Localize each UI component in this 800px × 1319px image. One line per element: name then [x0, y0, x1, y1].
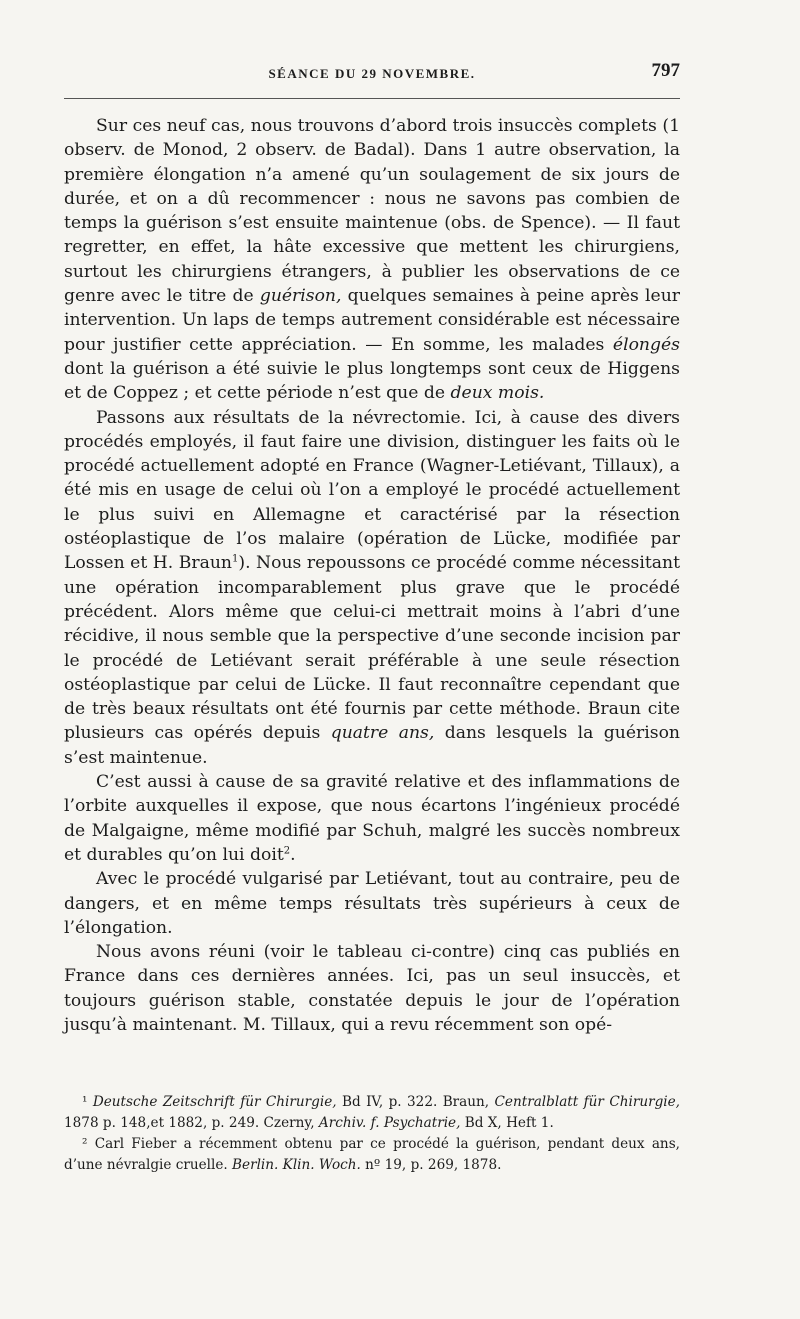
paragraph-1: Sur ces neuf cas, nous trouvons d’abord trois insuccès complets (1 observ. de Monod, 2 observ. de Badal). Dans 1 autre observation, la première élongation n’a amené qu’un soulagement de six jours de durée, et on a dû recommencer : nous ne savons pas combien de temps la guérison s’est ensuite maintenue (obs. de Spence). — Il faut regretter, en effet, la hâte excessive que mettent les chirurgiens, surtout les chirurgiens étrangers, à publier les observations de ce genre avec le titre de guérison, quelques semaines à peine après leur intervention. Un laps de temps autrement considérable est nécessaire pour justifier cette appréciation. — En somme, les malades élongés dont la guérison a été suivie le plus longtemps sont ceux de Higgens et de Coppez ; et cette période n’est que de deux mois.	[64, 116, 681, 404]
paragraph-3: C’est aussi à cause de sa gravité relative et des inflammations de l’orbite auxquelles il expose, que nous écartons l’ingénieux procédé de Malgaigne, même modifié par Schuh, malgré les succès nombreux et durables qu’on lui doit$^2$.	[64, 772, 680, 865]
paragraph-4: Avec le procédé vulgarisé par Letiévant, tout au contraire, peu de dangers, et en même temps résultats très supérieurs à ceux de l’élongation.	[64, 869, 680, 938]
header-rule	[64, 98, 680, 99]
footnote-1: ¹ Deutsche Zeitschrift für Chirurgie, Bd IV, p. 322. Braun, Centralblatt für Chirurgie, 1878 p. 148,et 1882, p. 249. Czerny, Archiv. f. Psychatrie, Bd X, Heft 1.	[64, 1094, 680, 1131]
page	[64, 58, 681, 1173]
page-header	[64, 58, 680, 88]
running-head: SÉANCE DU 29 NOVEMBRE.	[268, 66, 476, 81]
footnote-ref-1: 1	[231, 553, 239, 565]
footnote-2: ² Carl Fieber a récemment obtenu par ce procédé la guérison, pendant deux ans, d’une névralgie cruelle. Berlin. Klin. Woch. nº 19, p. 269, 1878.	[64, 1136, 680, 1173]
footnote-ref-2: 2	[283, 845, 291, 857]
footnotes	[64, 1092, 680, 1176]
paragraph-2: Passons aux résultats de la névrectomie. Ici, à cause des divers procédés employés, il faut faire une division, distinguer les faits où le procédé actuellement adopté en France (Wagner-Letiévant, Tillaux), a été mis en usage de celui où l’on a employé le procédé actuellement le plus suivi en Allemagne et caractérisé par la résection ostéoplastique de l’os malaire (opération de Lücke, modifiée par Lossen et H. Braun$^1$). Nous repoussons ce procédé comme nécessitant une opération incomparablement plus grave que le procédé précédent. Alors même que celui-ci mettrait moins à l’abri d’une récidive, il nous semble que la perspective d’une seconde incision par le procédé de Letiévant serait préférable à une seule résection ostéoplastique par celui de Lücke. Il faut reconnaître cependant que de très beaux résultats ont été fournis par cette méthode. Braun cite plusieurs cas opérés depuis quatre ans, dans lesquels la guérison s’est maintenue.	[64, 407, 681, 768]
body-text	[64, 114, 680, 1037]
paragraph-5: Nous avons réuni (voir le tableau ci-contre) cinq cas publiés en France dans ces dernières années. Ici, pas un seul insuccès, et toujours guérison stable, constatée depuis le jour de l’opération jusqu’à maintenant. M. Tillaux, qui a revu récemment son opé-	[64, 942, 680, 1035]
page-number: 797	[651, 60, 680, 81]
